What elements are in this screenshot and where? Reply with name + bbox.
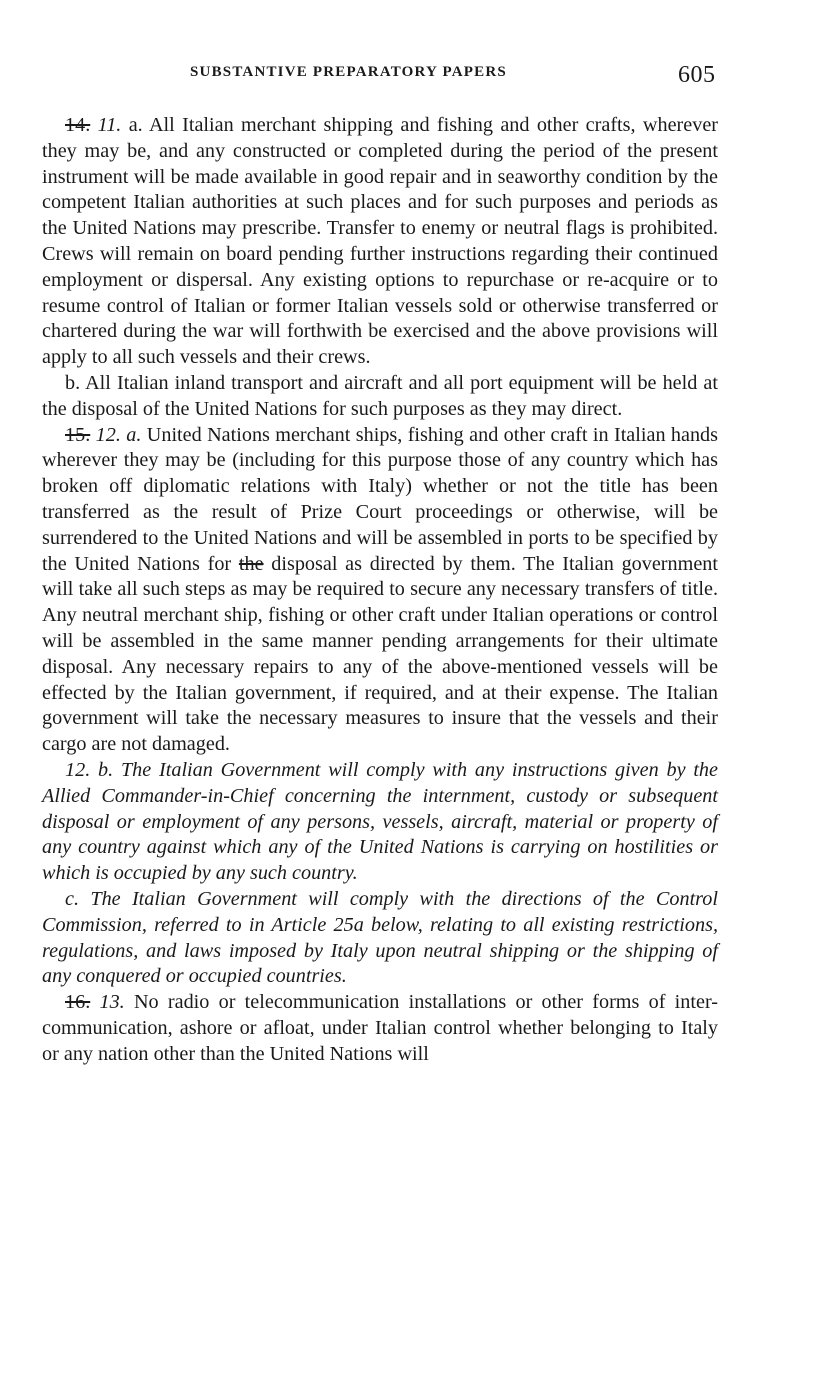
paragraph-11a <box>42 113 718 371</box>
struck-word: the <box>238 552 264 575</box>
paragraph-text: United Nations merchant ships, fishing and other craft in Italian hands wherever they may be (including for this purpose those of any country which has broken off diplomatic relations with Italy) whether or not the title has been transferred as the result of Prize Court proceedings or otherwise, will be surrendered to the United Nations and will be assembled in ports to be specified by the United Nations for <box>42 423 719 575</box>
paragraph-12b <box>42 758 718 887</box>
paragraph-text: No radio or telecommunication installations or other forms of inter-communication, ashore or afloat, under Italian control whether belonging to Italy or any nation other than the United Nations will <box>42 991 718 1065</box>
struck-article-number: 16. <box>65 991 91 1014</box>
paragraph-12c <box>42 887 718 990</box>
paragraph-text: b. All Italian inland transport and aircraft and all port equipment will be held at the disposal of the United Nations for such purposes as they may direct. <box>42 371 718 420</box>
running-header: SUBSTANTIVE PREPARATORY PAPERS <box>190 64 507 80</box>
struck-article-number: 15. <box>65 423 91 446</box>
article-number: 13. <box>99 991 125 1014</box>
paragraph-13 <box>42 990 718 1067</box>
article-number: 12. a. <box>95 423 142 446</box>
paragraph-text-continued: disposal as directed by them. The Italian government will take all such steps as may be required to secure any necessary transfers of title. Any neutral merchant ship, fishing or other craft under Italian operations or control will be assembled in the same manner pending arrangements for their ultimate disposal. Any necessary repairs to any of the above-mentioned vessels will be effected by the Italian government, if required, and at their expense. The Italian government will take the necessary measures to insure that the vessels and their cargo are not damaged. <box>42 552 718 756</box>
article-number: 11. <box>97 114 122 136</box>
paragraph-text: 12. b. The Italian Government will comply with any instructions given by the Allied Commander-in-Chief concerning the internment, custody or subsequent disposal or employment of any persons, vessels, aircraft, material or property of any country against which any of the United Nations is carrying on hostilities or which is occupied by any such country. <box>42 758 718 885</box>
body-text <box>42 113 718 1067</box>
paragraph-12a <box>42 423 718 758</box>
struck-article-number: 14. <box>65 114 91 136</box>
paragraph-text: a. All Italian merchant shipping and fishing and other crafts, wherever they may be, and any constructed or completed during the period of the present instrument will be made available in good repair and in seaworthy condition by the competent Italian authorities at such places and for such purposes and periods as the United Nations may prescribe. Transfer to enemy or neutral flags is prohibited. Crews will remain on board pending further instructions regarding their continued employment or dispersal. Any existing options to repurchase or re-acquire or to resume control of Italian or former Italian vessels sold or otherwise transferred or chartered during the war will forthwith be exercised and the above provisions will apply to all such vessels and their crews. <box>42 114 718 369</box>
paragraph-11b <box>42 371 718 423</box>
paragraph-text: c. The Italian Government will comply with the directions of the Control Commission, referred to in Article 25a below, relating to all existing restrictions, regulations, and laws imposed by Italy upon neutral shipping or the shipping of any conquered or occupied countries. <box>42 887 718 988</box>
page-number: 605 <box>678 62 716 88</box>
